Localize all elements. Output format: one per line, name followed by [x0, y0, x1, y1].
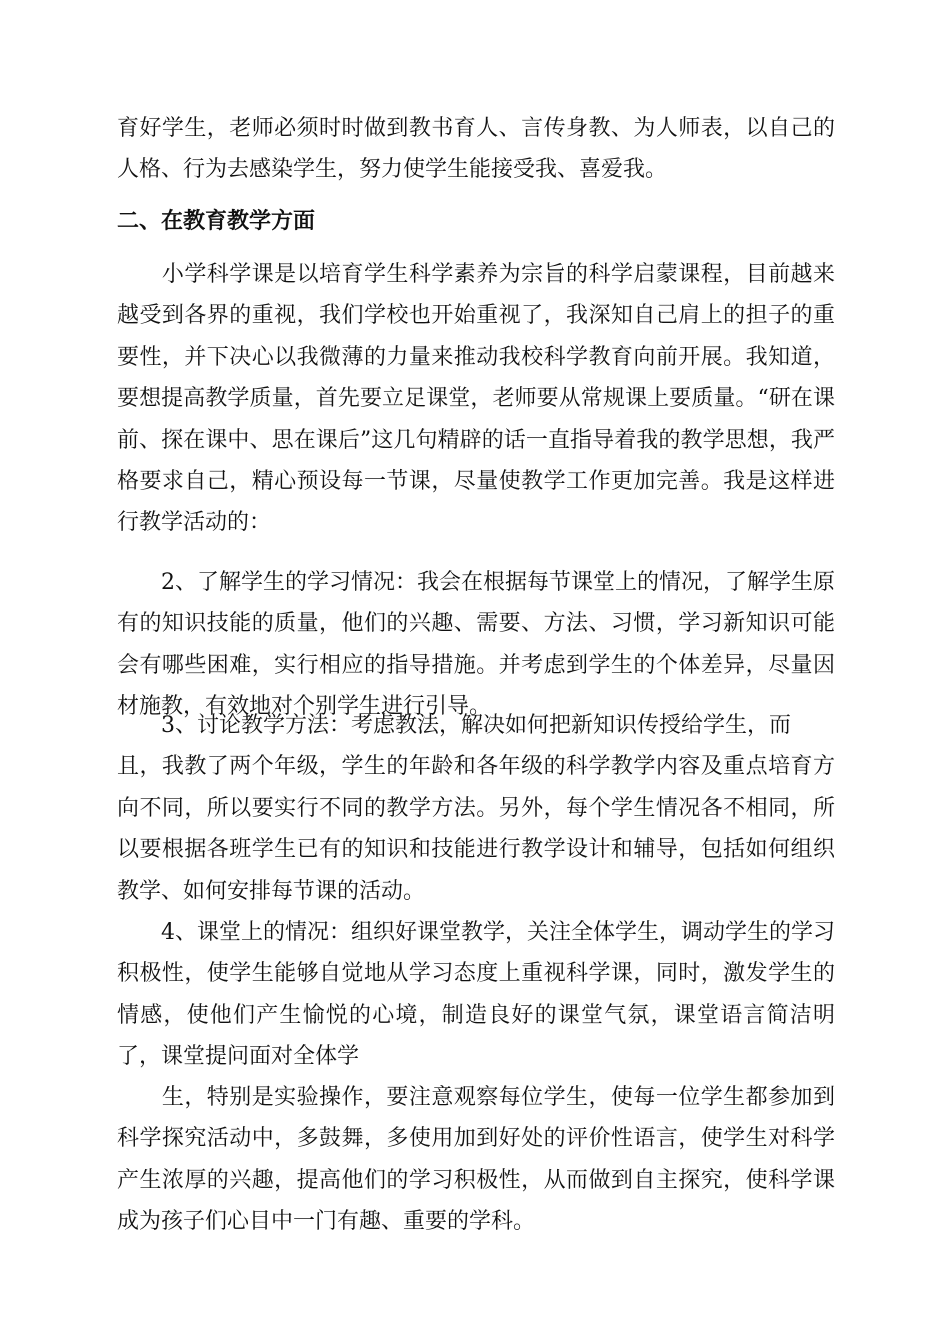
- paragraph-item-4: 4、课堂上的情况：组织好课堂教学，关注全体学生，调动学生的学习积极性，使学生能够自觉地从学习态度上重视科学课，同时，激发学生的情感，使他们产生愉悦的心境，制造良好的课堂气氛，课堂语言简洁明了，课堂提问面对全体学: [117, 920, 835, 1070]
- paragraph-item-3: 3、讨论教学方法：考虑教法，解决如何把新知识传授给学生，而 且，我教了两个年级，学生的年龄和各年级的科学教学内容及重点培育方向不同，所以要实行不同的教学方法。另外，每个学生情况各不相同，所以要根据各班学生已有的知识和技能进行教学设计和辅导，包括如何组织教学、如何安排每节课的活动。: [117, 713, 835, 904]
- paragraph-intro-continuation: 育好学生，老师必须时时做到教书育人、言传身教、为人师表，以自己的人格、行为去感染学生，努力使学生能接受我、喜爱我。: [117, 116, 835, 183]
- section-heading: 二、在教育教学方面: [117, 209, 316, 234]
- paragraph-continuation: 生，特别是实验操作，要注意观察每位学生，使每一位学生都参加到科学探究活动中，多鼓舞，多使用加到好处的评价性语言，使学生对科学产生浓厚的兴趣，提高他们的学习积极性，从而做到自主探究，使科学课成为孩子们心目中一门有趣、重要的学科。: [117, 1085, 835, 1235]
- paragraph-science-course: 小学科学课是以培育学生科学素养为宗旨的科学启蒙课程，目前越来越受到各界的重视，我们学校也开始重视了，我深知自己肩上的担子的重要性，并下决心以我微薄的力量来推动我校科学教育向前开展。我知道，要想提高教学质量，首先要立足课堂，老师要从常规课上要质量。“研在课前、探在课中、思在课后”这几句精辟的话一直指导着我的教学思想，我严格要求自己，精心预设每一节课，尽量使教学工作更加完善。我是这样进行教学活动的：: [117, 262, 835, 536]
- paragraph-item-2: 2、了解学生的学习情况：我会在根据每节课堂上的情况，了解学生原有的知识技能的质量，他们的兴趣、需要、方法、习惯，学习新知识可能会有哪些困难，实行相应的指导措施。并考虑到学生的个体差异，尽量因材施教，有效地对个别学生进行引导。: [117, 570, 835, 720]
